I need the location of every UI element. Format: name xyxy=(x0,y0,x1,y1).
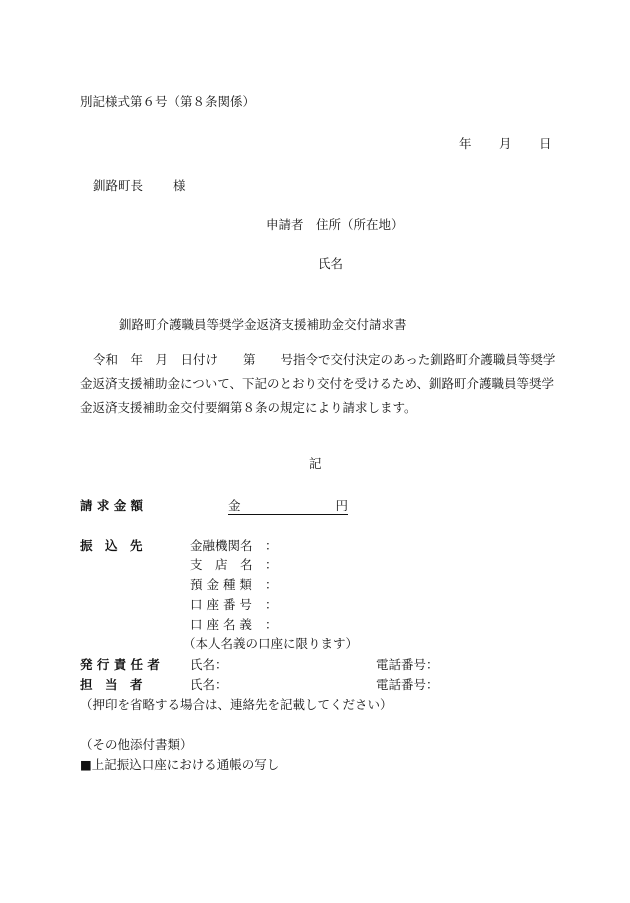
field-account-number-colon: ： xyxy=(265,597,278,612)
date-year: 年 xyxy=(459,136,472,151)
transfer-label: 振 込 先 xyxy=(80,538,143,553)
body-paragraph: 令和 年 月 日付け 第 号指令で交付決定のあった釧路町介護職員等奨学金返済支援補助金について、下記のとおり交付を受けるため、釧路町介護職員等奨学金返済支援補助金交付要綱第８条の規定により請求します。 xyxy=(80,352,556,415)
issuer-label: 発 行 責 任 者 xyxy=(80,657,160,672)
field-deposit-type: 預 金 種 類 xyxy=(190,577,252,592)
document-title: 釧路町介護職員等奨学金返済支援補助金交付請求書 xyxy=(119,317,407,332)
claim-amount-line xyxy=(228,498,348,515)
field-bank-name-colon: ： xyxy=(265,538,278,553)
field-bank-name: 金融機関名 xyxy=(190,538,253,553)
attachment-item: ■上記振込口座における通帳の写し xyxy=(80,757,280,772)
field-account-number: 口 座 番 号 xyxy=(190,597,252,612)
applicant-name-label: 氏名 xyxy=(318,256,344,271)
attachments-header: （その他添付書類） xyxy=(80,737,193,752)
date-month: 月 xyxy=(499,136,512,151)
field-account-holder-colon: ： xyxy=(265,617,278,632)
ki-heading: 記 xyxy=(309,456,322,471)
contact-phone-label: 電話番号： xyxy=(376,677,439,692)
transfer-note: （本人名義の口座に限ります） xyxy=(183,636,359,651)
field-account-holder: 口 座 名 義 xyxy=(190,617,252,632)
field-branch-name: 支 店 名 xyxy=(190,557,253,572)
seal-note: （押印を省略する場合は、連絡先を記載してください） xyxy=(80,697,393,712)
contact-name-label: 氏名： xyxy=(190,677,228,692)
form-label: 別記様式第６号（第８条関係） xyxy=(80,94,256,109)
claim-prefix: 金 xyxy=(228,498,241,513)
claim-label: 請 求 金 額 xyxy=(80,498,144,513)
claim-unit: 円 xyxy=(335,498,348,513)
contact-label: 担 当 者 xyxy=(80,677,143,692)
issuer-phone-label: 電話番号： xyxy=(376,657,439,672)
field-branch-name-colon: ： xyxy=(265,557,278,572)
addressee-honorific: 様 xyxy=(173,178,186,193)
issuer-name-label: 氏名： xyxy=(190,657,228,672)
addressee-name: 釧路町長 xyxy=(93,178,144,193)
applicant-address-label: 申請者 住所（所在地） xyxy=(266,217,404,232)
field-deposit-type-colon: ： xyxy=(265,577,278,592)
date-day: 日 xyxy=(539,136,552,151)
